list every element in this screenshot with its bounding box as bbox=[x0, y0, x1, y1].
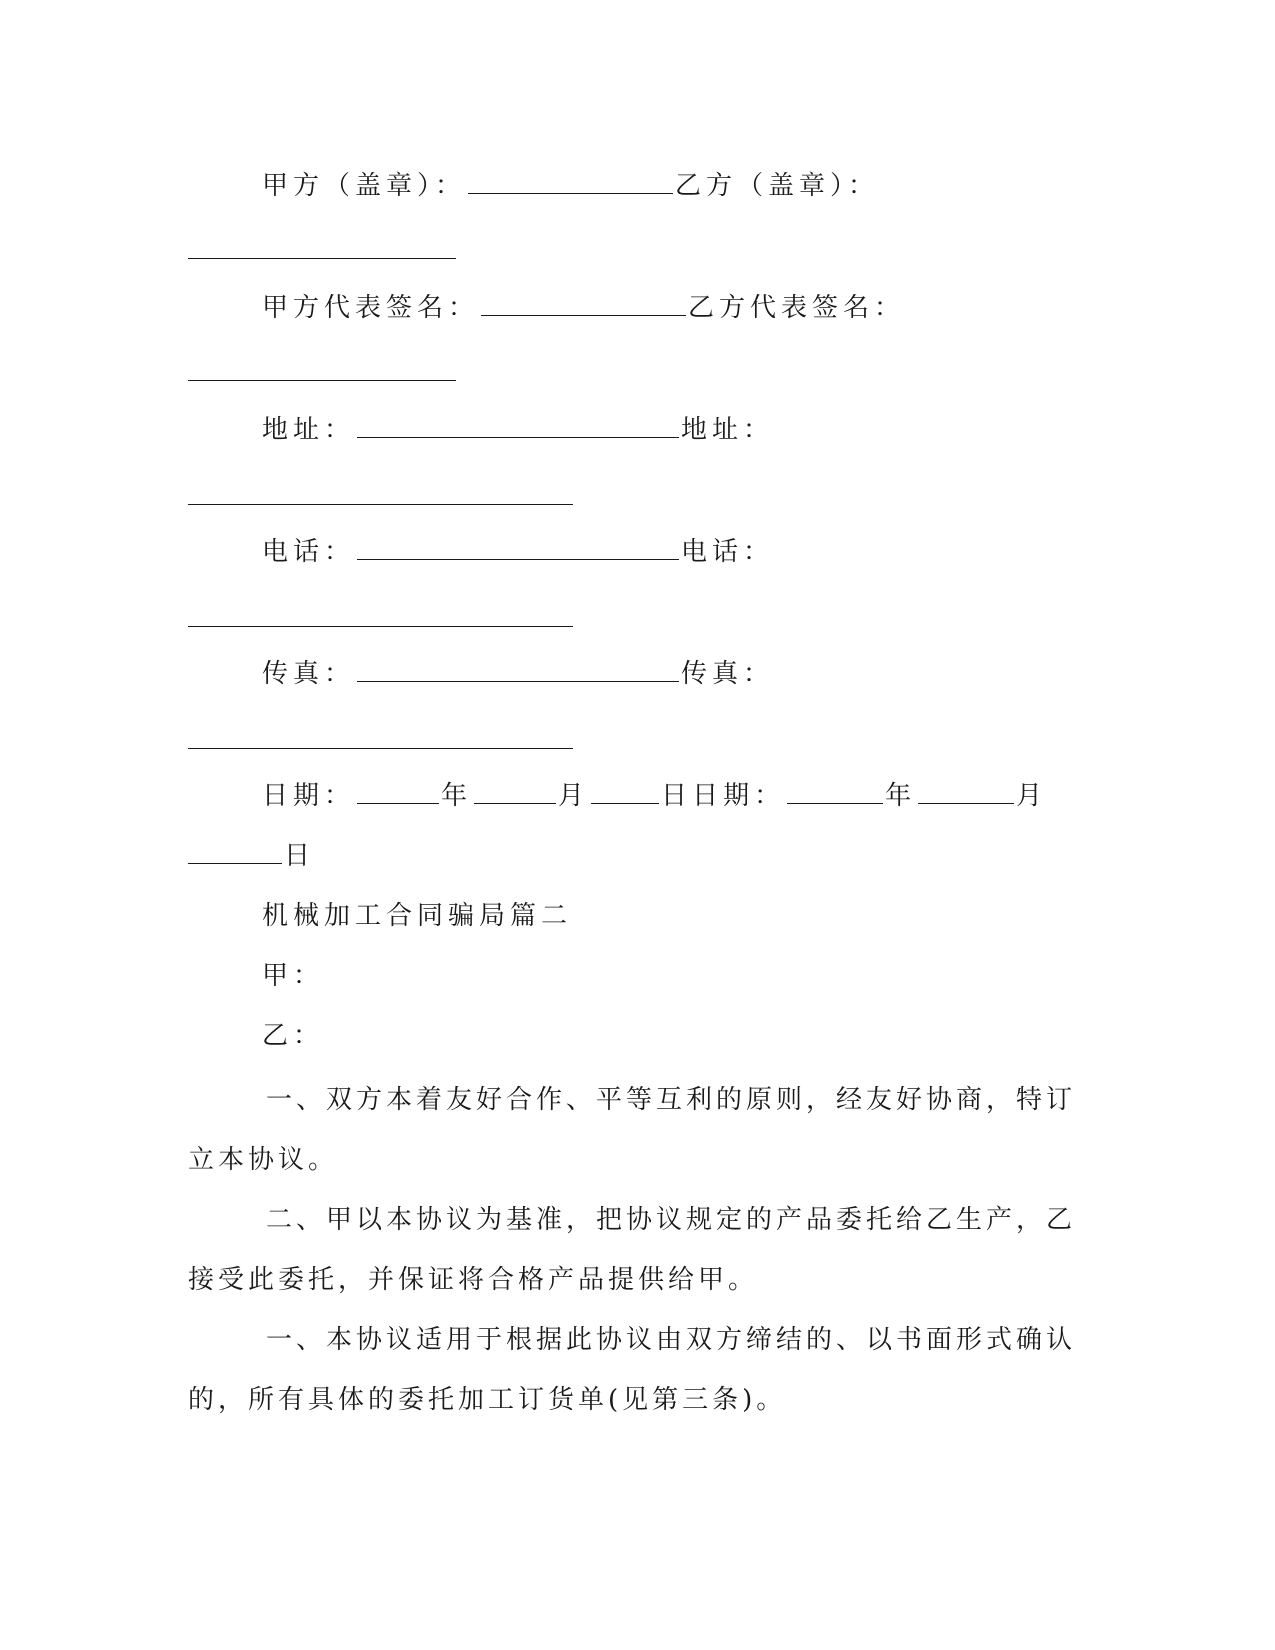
phone-label-a: 电话： bbox=[262, 537, 356, 567]
fax-row bbox=[262, 656, 774, 692]
party-a-line: 甲： bbox=[262, 961, 325, 991]
phone-a-blank[interactable] bbox=[357, 535, 679, 560]
phone-row bbox=[262, 534, 774, 570]
party-b-line: 乙： bbox=[262, 1021, 325, 1051]
fax-a-blank[interactable] bbox=[357, 657, 679, 682]
address-a-blank[interactable] bbox=[357, 413, 679, 438]
date-b-month-blank[interactable] bbox=[918, 779, 1014, 804]
party-a-seal-blank[interactable] bbox=[468, 169, 673, 194]
paragraph-3: 一、本协议适用于根据此协议由双方缔结的、以书面形式确认的，所有具体的委托加工订货单(见第三条)。 bbox=[188, 1325, 1077, 1415]
address-b-blank[interactable] bbox=[188, 504, 573, 505]
date-a-month-blank[interactable] bbox=[474, 779, 556, 804]
fax-label-b: 传真： bbox=[681, 659, 775, 689]
address-label-b: 地址： bbox=[681, 415, 775, 445]
date-row-continued bbox=[188, 838, 315, 874]
fax-label-a: 传真： bbox=[262, 659, 356, 689]
date-row bbox=[262, 778, 1047, 814]
month-label-b: 月 bbox=[1016, 781, 1048, 811]
party-b-seal-blank[interactable] bbox=[188, 258, 456, 259]
date-b-day-blank[interactable] bbox=[188, 839, 282, 864]
party-a-seal-label: 甲方（盖章）： bbox=[262, 171, 467, 201]
date-label-a: 日期： bbox=[262, 781, 356, 811]
fax-b-blank[interactable] bbox=[188, 748, 573, 749]
phone-label-b: 电话： bbox=[681, 537, 775, 567]
paragraph-1: 一、双方本着友好合作、平等互利的原则，经友好协商，特订立本协议。 bbox=[188, 1085, 1077, 1175]
rep-row bbox=[262, 290, 905, 326]
party-a-rep-label: 甲方代表签名： bbox=[262, 293, 480, 323]
section-heading: 机械加工合同骗局篇二 bbox=[262, 901, 573, 931]
year-label-a: 年 bbox=[441, 781, 473, 811]
date-a-year-blank[interactable] bbox=[357, 779, 439, 804]
seal-row bbox=[262, 168, 879, 204]
party-b-rep-label: 乙方代表签名： bbox=[688, 293, 906, 323]
day-label-a: 日 bbox=[661, 781, 693, 811]
year-label-b: 年 bbox=[885, 781, 917, 811]
phone-b-blank[interactable] bbox=[188, 626, 573, 627]
day-label-b: 日 bbox=[284, 841, 316, 871]
party-b-seal-label: 乙方（盖章）： bbox=[675, 171, 880, 201]
date-label-b: 日期： bbox=[692, 781, 786, 811]
party-b-rep-blank[interactable] bbox=[188, 380, 456, 381]
address-row bbox=[262, 412, 774, 448]
date-a-day-blank[interactable] bbox=[591, 779, 659, 804]
date-b-year-blank[interactable] bbox=[787, 779, 883, 804]
party-a-rep-blank[interactable] bbox=[481, 291, 686, 316]
paragraph-2: 二、甲以本协议为基准，把协议规定的产品委托给乙生产，乙接受此委托，并保证将合格产品提供给甲。 bbox=[188, 1205, 1077, 1295]
address-label-a: 地址： bbox=[262, 415, 356, 445]
month-label-a: 月 bbox=[558, 781, 590, 811]
